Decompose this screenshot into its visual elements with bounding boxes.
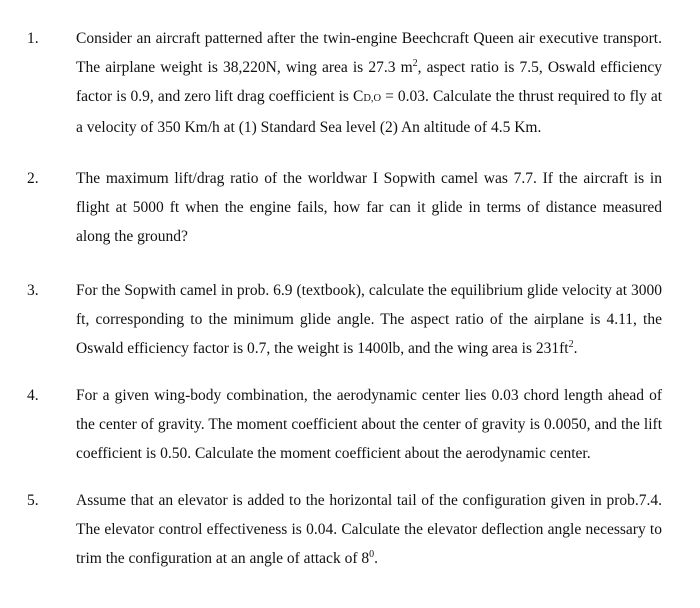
problem-number: 1. — [27, 30, 39, 47]
problem-text: Assume that an elevator is added to the horizontal tail of the configuration given in prob.7.4. The elevator control effectiveness is 0.04. Calculate the elevator deflection angle necessary to trim the configuration at an angle of attack of $8^0$. — [76, 492, 662, 567]
problem-number: 5. — [27, 492, 39, 509]
problem-text: The maximum lift/drag ratio of the worldwar I Sopwith camel was 7.7. If the aircraft is in flight at 5000 ft when the engine fails, how far can it glide in terms of distance measured along the ground? — [76, 170, 662, 245]
problem-text: For the Sopwith camel in prob. 6.9 (textbook), calculate the equilibrium glide velocity at 3000 ft, corresponding to the minimum glide angle. The aspect ratio of the airplane is 4.11, the Oswald efficiency factor is 0.7, the weight is 1400lb, and the wing area is $231ft^2$. — [76, 282, 662, 357]
problem-number: 4. — [27, 387, 39, 404]
problem-number: 2. — [27, 170, 39, 187]
problem-text: Consider an aircraft patterned after the twin-engine Beechcraft Queen air executive transport. The airplane weight is 38,220N, wing area is 27.3 $m^2$, aspect ratio is 7.5, Oswald efficiency factor is 0.9, and zero lift drag coefficient is CD,O = 0.03. Calculate the thrust required to fly at a velocity of 350 Km/h at (1) Standard Sea level (2) An altitude of 4.5 Km. — [76, 30, 663, 136]
problem-number: 3. — [27, 282, 39, 299]
problem-text: For a given wing-body combination, the aerodynamic center lies 0.03 chord length ahead of the center of gravity. The moment coefficient about the center of gravity is 0.0050, and the lift coefficient is 0.50. Calculate the moment coefficient about the aerodynamic center. — [76, 387, 662, 462]
